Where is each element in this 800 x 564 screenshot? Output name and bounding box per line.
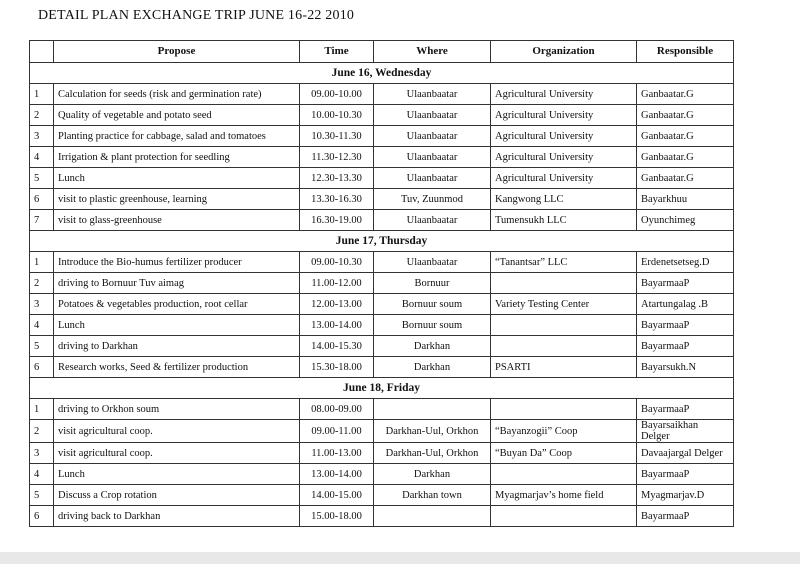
row-number: 7	[30, 210, 54, 231]
row-time: 15.30-18.00	[300, 357, 374, 378]
row-propose: visit to glass-greenhouse	[54, 210, 300, 231]
row-time: 14.00-15.30	[300, 336, 374, 357]
table-row	[30, 357, 734, 378]
row-number: 6	[30, 357, 54, 378]
row-propose: Irrigation & plant protection for seedling	[54, 147, 300, 168]
row-responsible: Ganbaatar.G	[637, 168, 734, 189]
row-organization: Agricultural University	[491, 84, 637, 105]
row-responsible: BayarmaaP	[637, 464, 734, 485]
row-organization: Myagmarjav’s home field	[491, 485, 637, 506]
table-header-row	[30, 41, 734, 63]
row-propose: Lunch	[54, 464, 300, 485]
table-row	[30, 420, 734, 443]
table-row	[30, 443, 734, 464]
row-responsible: Atartungalag .B	[637, 294, 734, 315]
row-propose: visit agricultural coop.	[54, 420, 300, 443]
table-row	[30, 273, 734, 294]
row-propose: Potatoes & vegetables production, root cellar	[54, 294, 300, 315]
row-organization: “Tanantsar” LLC	[491, 252, 637, 273]
table-row	[30, 126, 734, 147]
row-propose: Lunch	[54, 168, 300, 189]
day-header-row	[30, 378, 734, 399]
row-number: 5	[30, 168, 54, 189]
row-time: 09.00-10.00	[300, 84, 374, 105]
row-number: 1	[30, 84, 54, 105]
row-time: 12.00-13.00	[300, 294, 374, 315]
row-time: 15.00-18.00	[300, 506, 374, 527]
row-responsible: BayarmaaP	[637, 399, 734, 420]
row-responsible: BayarmaaP	[637, 336, 734, 357]
row-number: 4	[30, 464, 54, 485]
row-where: Darkhan-Uul, Orkhon	[374, 443, 491, 464]
row-number: 5	[30, 485, 54, 506]
row-where: Ulaanbaatar	[374, 84, 491, 105]
row-where: Ulaanbaatar	[374, 147, 491, 168]
row-organization: Agricultural University	[491, 168, 637, 189]
row-number: 6	[30, 506, 54, 527]
row-propose: driving to Bornuur Tuv aimag	[54, 273, 300, 294]
row-responsible: Bayarsaikhan Delger	[637, 420, 734, 443]
row-time: 11.00-12.00	[300, 273, 374, 294]
row-number: 3	[30, 294, 54, 315]
row-propose: Calculation for seeds (risk and germination rate)	[54, 84, 300, 105]
row-where: Darkhan-Uul, Orkhon	[374, 420, 491, 443]
row-propose: Introduce the Bio-humus fertilizer producer	[54, 252, 300, 273]
row-where: Bornuur soum	[374, 315, 491, 336]
table-row	[30, 84, 734, 105]
row-propose: visit agricultural coop.	[54, 443, 300, 464]
row-organization: Agricultural University	[491, 147, 637, 168]
row-number: 4	[30, 315, 54, 336]
row-propose: Planting practice for cabbage, salad and tomatoes	[54, 126, 300, 147]
row-where: Darkhan	[374, 464, 491, 485]
row-time: 09.00-11.00	[300, 420, 374, 443]
row-time: 12.30-13.30	[300, 168, 374, 189]
row-propose: Quality of vegetable and potato seed	[54, 105, 300, 126]
row-propose: Lunch	[54, 315, 300, 336]
row-where: Tuv, Zuunmod	[374, 189, 491, 210]
row-where: Bornuur soum	[374, 294, 491, 315]
row-where: Darkhan	[374, 357, 491, 378]
row-responsible: Bayarkhuu	[637, 189, 734, 210]
row-organization: Agricultural University	[491, 105, 637, 126]
row-organization	[491, 273, 637, 294]
row-organization: “Bayanzogii” Coop	[491, 420, 637, 443]
document-title: DETAIL PLAN EXCHANGE TRIP JUNE 16-22 2010	[38, 8, 355, 23]
row-propose: Research works, Seed & fertilizer production	[54, 357, 300, 378]
row-organization: Variety Testing Center	[491, 294, 637, 315]
row-propose: driving to Orkhon soum	[54, 399, 300, 420]
row-number: 3	[30, 443, 54, 464]
row-responsible: Bayarsukh.N	[637, 357, 734, 378]
header-where: Where	[374, 41, 491, 63]
row-number: 4	[30, 147, 54, 168]
row-where: Ulaanbaatar	[374, 126, 491, 147]
window-bottom-edge	[0, 552, 800, 564]
table-row	[30, 506, 734, 527]
table-body	[30, 63, 734, 527]
row-organization	[491, 399, 637, 420]
row-responsible: Ganbaatar.G	[637, 105, 734, 126]
table-row	[30, 336, 734, 357]
row-organization	[491, 464, 637, 485]
row-time: 13.00-14.00	[300, 315, 374, 336]
row-responsible: Erdenetsetseg.D	[637, 252, 734, 273]
table-row	[30, 399, 734, 420]
row-organization: “Buyan Da” Coop	[491, 443, 637, 464]
row-propose: driving back to Darkhan	[54, 506, 300, 527]
row-organization	[491, 315, 637, 336]
header-number	[30, 41, 54, 63]
table-row	[30, 294, 734, 315]
header-organization: Organization	[491, 41, 637, 63]
row-responsible: Myagmarjav.D	[637, 485, 734, 506]
day-label: June 16, Wednesday	[30, 63, 734, 84]
row-responsible: Ganbaatar.G	[637, 147, 734, 168]
table-row	[30, 147, 734, 168]
row-time: 11.00-13.00	[300, 443, 374, 464]
row-organization: Agricultural University	[491, 126, 637, 147]
row-organization: Tumensukh LLC	[491, 210, 637, 231]
row-where: Ulaanbaatar	[374, 210, 491, 231]
table-row	[30, 315, 734, 336]
row-number: 2	[30, 105, 54, 126]
row-responsible: BayarmaaP	[637, 315, 734, 336]
row-where: Ulaanbaatar	[374, 105, 491, 126]
row-organization: Kangwong LLC	[491, 189, 637, 210]
row-time: 16.30-19.00	[300, 210, 374, 231]
row-organization: PSARTI	[491, 357, 637, 378]
row-propose: Discuss a Crop rotation	[54, 485, 300, 506]
row-where: Darkhan town	[374, 485, 491, 506]
row-time: 14.00-15.00	[300, 485, 374, 506]
row-where	[374, 506, 491, 527]
row-propose: visit to plastic greenhouse, learning	[54, 189, 300, 210]
row-responsible: BayarmaaP	[637, 273, 734, 294]
row-responsible: Ganbaatar.G	[637, 126, 734, 147]
row-responsible: Davaajargal Delger	[637, 443, 734, 464]
row-where: Bornuur	[374, 273, 491, 294]
header-propose: Propose	[54, 41, 300, 63]
day-header-row	[30, 63, 734, 84]
row-responsible: Oyunchimeg	[637, 210, 734, 231]
row-number: 1	[30, 252, 54, 273]
table-row	[30, 168, 734, 189]
table-row	[30, 189, 734, 210]
table-row	[30, 105, 734, 126]
row-time: 08.00-09.00	[300, 399, 374, 420]
header-responsible: Responsible	[637, 41, 734, 63]
row-number: 2	[30, 273, 54, 294]
row-number: 6	[30, 189, 54, 210]
row-time: 13.30-16.30	[300, 189, 374, 210]
row-number: 3	[30, 126, 54, 147]
row-number: 5	[30, 336, 54, 357]
header-time: Time	[300, 41, 374, 63]
row-organization	[491, 506, 637, 527]
row-propose: driving to Darkhan	[54, 336, 300, 357]
row-where: Darkhan	[374, 336, 491, 357]
row-time: 13.00-14.00	[300, 464, 374, 485]
table-row	[30, 252, 734, 273]
row-time: 10.30-11.30	[300, 126, 374, 147]
row-where	[374, 399, 491, 420]
row-number: 2	[30, 420, 54, 443]
table-row	[30, 210, 734, 231]
day-label: June 18, Friday	[30, 378, 734, 399]
table-row	[30, 464, 734, 485]
table-row	[30, 485, 734, 506]
trip-plan-table	[29, 40, 734, 527]
row-where: Ulaanbaatar	[374, 252, 491, 273]
row-time: 11.30-12.30	[300, 147, 374, 168]
day-header-row	[30, 231, 734, 252]
row-responsible: BayarmaaP	[637, 506, 734, 527]
row-time: 10.00-10.30	[300, 105, 374, 126]
row-where: Ulaanbaatar	[374, 168, 491, 189]
row-responsible: Ganbaatar.G	[637, 84, 734, 105]
row-time: 09.00-10.30	[300, 252, 374, 273]
row-number: 1	[30, 399, 54, 420]
day-label: June 17, Thursday	[30, 231, 734, 252]
row-organization	[491, 336, 637, 357]
